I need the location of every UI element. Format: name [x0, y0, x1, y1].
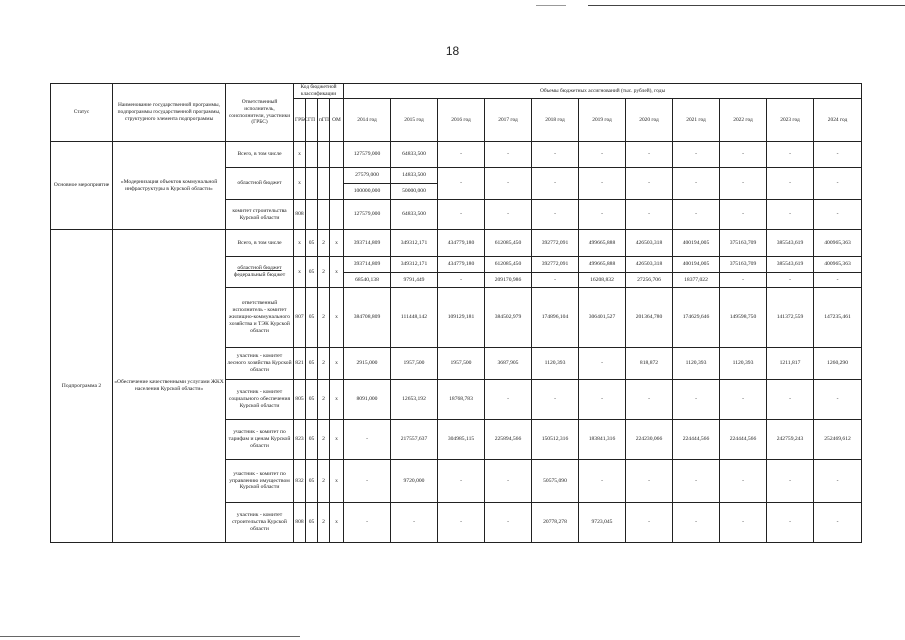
- code-cell: 05: [306, 230, 318, 257]
- value-cell: 1957,500: [391, 348, 438, 380]
- executor-cell: участник - комитет по управлению имуществом Курской области: [226, 460, 294, 503]
- code-cell: 2: [318, 288, 330, 348]
- value-cell: 375163,709: [720, 257, 767, 273]
- value-cell: 304985,115: [438, 420, 485, 460]
- header-year: 2022 год: [720, 99, 767, 142]
- code-cell: 2: [318, 380, 330, 420]
- value-cell: 224444,566: [673, 420, 720, 460]
- code-cell: 05: [306, 288, 318, 348]
- value-cell: 50575,090: [532, 460, 579, 503]
- value-cell: 1260,290: [814, 348, 862, 380]
- value-cell: 225894,566: [485, 420, 532, 460]
- value-cell: -: [814, 273, 862, 288]
- value-cell: 375163,709: [720, 230, 767, 257]
- value-cell: -: [767, 200, 814, 230]
- value-cell: 27579,000: [344, 168, 391, 184]
- value-cell: 174896,104: [532, 288, 579, 348]
- value-cell: 141372,559: [767, 288, 814, 348]
- code-cell: х: [294, 168, 306, 200]
- value-cell: -: [767, 460, 814, 503]
- value-cell: 385543,619: [767, 257, 814, 273]
- status-cell: Подпрограмма 2: [51, 230, 113, 543]
- value-cell: 224444,566: [720, 420, 767, 460]
- value-cell: -: [626, 460, 673, 503]
- value-cell: -: [344, 420, 391, 460]
- value-cell: 20778,278: [532, 503, 579, 543]
- value-cell: -: [720, 380, 767, 420]
- value-cell: 109129,181: [438, 288, 485, 348]
- value-cell: 612085,450: [485, 230, 532, 257]
- value-cell: -: [673, 168, 720, 200]
- value-cell: 183841,316: [579, 420, 626, 460]
- header-year: 2021 год: [673, 99, 720, 142]
- value-cell: 64833,500: [391, 142, 438, 168]
- header-program-name: Наименование государственной программы, подпрограммы государственной программы, структурного элемента подпрограммы: [113, 84, 226, 142]
- code-cell: 832: [294, 460, 306, 503]
- value-cell: -: [532, 380, 579, 420]
- value-cell: -: [814, 168, 862, 200]
- value-cell: -: [438, 200, 485, 230]
- value-cell: 384708,809: [344, 288, 391, 348]
- value-cell: 1957,500: [438, 348, 485, 380]
- executor-label: федеральный бюджет: [233, 272, 286, 278]
- value-cell: -: [579, 168, 626, 200]
- value-cell: 9723,045: [579, 503, 626, 543]
- executor-cell: Всего, в том числе: [226, 230, 294, 257]
- value-cell: 64833,500: [391, 200, 438, 230]
- value-cell: 434779,180: [438, 257, 485, 273]
- value-cell: -: [673, 503, 720, 543]
- code-cell: 808: [294, 503, 306, 543]
- code-cell: [306, 168, 318, 200]
- value-cell: -: [767, 142, 814, 168]
- value-cell: -: [720, 503, 767, 543]
- value-cell: 174629,646: [673, 288, 720, 348]
- header-volumes: Объемы бюджетных ассигнований (тыс. рублей), годы: [344, 84, 862, 99]
- value-cell: 400194,005: [673, 230, 720, 257]
- code-cell: 2: [318, 348, 330, 380]
- value-cell: 1120,393: [673, 348, 720, 380]
- value-cell: 400965,363: [814, 230, 862, 257]
- value-cell: 392772,091: [532, 257, 579, 273]
- executor-label: областной бюджет: [237, 265, 282, 272]
- executor-cell: [226, 257, 294, 288]
- code-cell: х: [330, 380, 344, 420]
- value-cell: -: [438, 460, 485, 503]
- executor-cell: участник - комитет по тарифам и ценам Курской области: [226, 420, 294, 460]
- code-cell: 808: [294, 200, 306, 230]
- code-cell: [306, 200, 318, 230]
- value-cell: 100000,000: [344, 184, 391, 200]
- header-year: 2019 год: [579, 99, 626, 142]
- value-cell: 434779,180: [438, 230, 485, 257]
- code-cell: х: [294, 257, 306, 288]
- value-cell: 16208,832: [579, 273, 626, 288]
- value-cell: -: [673, 460, 720, 503]
- value-cell: 9791,449: [391, 273, 438, 288]
- code-cell: х: [330, 348, 344, 380]
- value-cell: -: [626, 142, 673, 168]
- value-cell: 50000,000: [391, 184, 438, 200]
- value-cell: -: [626, 503, 673, 543]
- code-cell: [330, 200, 344, 230]
- code-cell: 2: [318, 420, 330, 460]
- value-cell: -: [579, 142, 626, 168]
- value-cell: -: [720, 200, 767, 230]
- value-cell: -: [720, 460, 767, 503]
- value-cell: -: [673, 380, 720, 420]
- value-cell: -: [532, 168, 579, 200]
- header-year: 2016 год: [438, 99, 485, 142]
- code-cell: [306, 142, 318, 168]
- value-cell: 385543,619: [767, 230, 814, 257]
- header-executor: Ответственный исполнитель, соисполнители, участники (ГРБС): [226, 84, 294, 142]
- value-cell: 393714,809: [344, 230, 391, 257]
- value-cell: -: [626, 200, 673, 230]
- code-cell: х: [330, 230, 344, 257]
- code-cell: 821: [294, 348, 306, 380]
- code-cell: 05: [306, 503, 318, 543]
- value-cell: -: [485, 460, 532, 503]
- value-cell: -: [626, 168, 673, 200]
- value-cell: -: [485, 200, 532, 230]
- program-name-cell: «Обеспечение качественными услугами ЖКХ населения Курской области»: [113, 230, 226, 543]
- value-cell: 242759,243: [767, 420, 814, 460]
- code-cell: 2: [318, 230, 330, 257]
- executor-cell: Всего, в том числе: [226, 142, 294, 168]
- value-cell: -: [767, 380, 814, 420]
- value-cell: -: [579, 380, 626, 420]
- code-cell: [318, 200, 330, 230]
- program-name-cell: «Модернизация объектов коммунальной инфраструктуры в Курской области»: [113, 142, 226, 230]
- value-cell: -: [485, 503, 532, 543]
- value-cell: -: [391, 503, 438, 543]
- value-cell: 393714,809: [344, 257, 391, 273]
- value-cell: -: [532, 200, 579, 230]
- value-cell: 147235,461: [814, 288, 862, 348]
- code-cell: 05: [306, 460, 318, 503]
- value-cell: 68540,138: [344, 273, 391, 288]
- value-cell: -: [814, 503, 862, 543]
- value-cell: -: [720, 168, 767, 200]
- code-cell: х: [330, 288, 344, 348]
- value-cell: 612085,450: [485, 257, 532, 273]
- value-cell: 1120,393: [720, 348, 767, 380]
- code-cell: 05: [306, 420, 318, 460]
- value-cell: 426503,318: [626, 257, 673, 273]
- header-code-om: ОМ: [330, 99, 344, 142]
- value-cell: 149598,750: [720, 288, 767, 348]
- value-cell: 499665,888: [579, 230, 626, 257]
- executor-cell: участник - комитет социального обеспечения Курской области: [226, 380, 294, 420]
- value-cell: -: [485, 380, 532, 420]
- code-cell: х: [330, 420, 344, 460]
- value-cell: 426503,318: [626, 230, 673, 257]
- header-year: 2020 год: [626, 99, 673, 142]
- value-cell: 18377,022: [673, 273, 720, 288]
- value-cell: 127579,000: [344, 200, 391, 230]
- value-cell: -: [438, 168, 485, 200]
- value-cell: 14833,500: [391, 168, 438, 184]
- value-cell: -: [438, 503, 485, 543]
- value-cell: 349312,171: [391, 230, 438, 257]
- value-cell: -: [814, 142, 862, 168]
- value-cell: 111448,142: [391, 288, 438, 348]
- value-cell: 306401,527: [579, 288, 626, 348]
- value-cell: 127579,000: [344, 142, 391, 168]
- value-cell: -: [814, 460, 862, 503]
- value-cell: 392772,091: [532, 230, 579, 257]
- value-cell: 209170,986: [485, 273, 532, 288]
- header-year: 2014 год: [344, 99, 391, 142]
- value-cell: -: [767, 168, 814, 200]
- value-cell: 18768,783: [438, 380, 485, 420]
- value-cell: -: [532, 273, 579, 288]
- header-code-pgp: пГП: [318, 99, 330, 142]
- header-year: 2024 год: [814, 99, 862, 142]
- value-cell: 1120,393: [532, 348, 579, 380]
- value-cell: -: [673, 200, 720, 230]
- code-cell: 807: [294, 288, 306, 348]
- executor-cell: комитет строительства Курской области: [226, 200, 294, 230]
- value-cell: 201364,780: [626, 288, 673, 348]
- value-cell: 12653,192: [391, 380, 438, 420]
- header-status: Статус: [51, 84, 113, 142]
- value-cell: 27256,706: [626, 273, 673, 288]
- value-cell: 384502,979: [485, 288, 532, 348]
- table-row: [51, 230, 862, 257]
- value-cell: 499665,888: [579, 257, 626, 273]
- value-cell: -: [814, 200, 862, 230]
- code-cell: х: [294, 142, 306, 168]
- value-cell: -: [579, 200, 626, 230]
- page-number: 18: [445, 44, 460, 58]
- code-cell: х: [330, 257, 344, 288]
- value-cell: 252469,612: [814, 420, 862, 460]
- value-cell: 3687,905: [485, 348, 532, 380]
- header-year: 2018 год: [532, 99, 579, 142]
- value-cell: 8091,000: [344, 380, 391, 420]
- scan-line-top-short: [536, 5, 566, 6]
- code-cell: 805: [294, 380, 306, 420]
- value-cell: -: [579, 348, 626, 380]
- code-cell: 2: [318, 460, 330, 503]
- code-cell: [330, 168, 344, 200]
- value-cell: 224230,066: [626, 420, 673, 460]
- value-cell: -: [485, 142, 532, 168]
- value-cell: 349312,171: [391, 257, 438, 273]
- value-cell: 2915,000: [344, 348, 391, 380]
- code-cell: х: [330, 460, 344, 503]
- budget-table: [50, 83, 862, 543]
- value-cell: 400194,005: [673, 257, 720, 273]
- header-year: 2023 год: [767, 99, 814, 142]
- value-cell: -: [814, 380, 862, 420]
- executor-cell: участник - комитет строительства Курской области: [226, 503, 294, 543]
- value-cell: 1211,817: [767, 348, 814, 380]
- code-cell: 05: [306, 380, 318, 420]
- code-cell: 2: [318, 257, 330, 288]
- executor-cell: ответственный исполнитель - комитет жилищно-коммунального хозяйства и ТЭК Курской области: [226, 288, 294, 348]
- value-cell: -: [344, 503, 391, 543]
- code-cell: 05: [306, 257, 318, 288]
- code-cell: [318, 168, 330, 200]
- executor-cell: областной бюджет: [226, 168, 294, 200]
- table-row: [51, 142, 862, 168]
- value-cell: -: [673, 142, 720, 168]
- value-cell: -: [344, 460, 391, 503]
- code-cell: [318, 142, 330, 168]
- code-cell: 2: [318, 503, 330, 543]
- code-cell: х: [330, 503, 344, 543]
- header-year: 2017 год: [485, 99, 532, 142]
- code-cell: х: [294, 230, 306, 257]
- value-cell: 217557,637: [391, 420, 438, 460]
- value-cell: -: [720, 273, 767, 288]
- code-cell: 823: [294, 420, 306, 460]
- header-year: 2015 год: [391, 99, 438, 142]
- value-cell: -: [438, 142, 485, 168]
- value-cell: -: [579, 460, 626, 503]
- code-cell: [330, 142, 344, 168]
- value-cell: -: [485, 168, 532, 200]
- value-cell: -: [532, 142, 579, 168]
- value-cell: -: [767, 503, 814, 543]
- value-cell: -: [767, 273, 814, 288]
- header-budget-code: Код бюджетной классификации: [294, 84, 344, 99]
- scan-line-bottom: [0, 636, 300, 637]
- header-code-gp: ГП: [306, 99, 318, 142]
- value-cell: 818,872: [626, 348, 673, 380]
- value-cell: 9720,000: [391, 460, 438, 503]
- value-cell: -: [626, 380, 673, 420]
- value-cell: 150512,316: [532, 420, 579, 460]
- code-cell: 05: [306, 348, 318, 380]
- value-cell: -: [720, 142, 767, 168]
- value-cell: -: [438, 273, 485, 288]
- header-code-grbs: ГРБС: [294, 99, 306, 142]
- value-cell: 400965,363: [814, 257, 862, 273]
- scan-line-top: [588, 5, 905, 6]
- status-cell: Основное мероприятие: [51, 142, 113, 230]
- executor-cell: участник - комитет лесного хозяйства Курской области: [226, 348, 294, 380]
